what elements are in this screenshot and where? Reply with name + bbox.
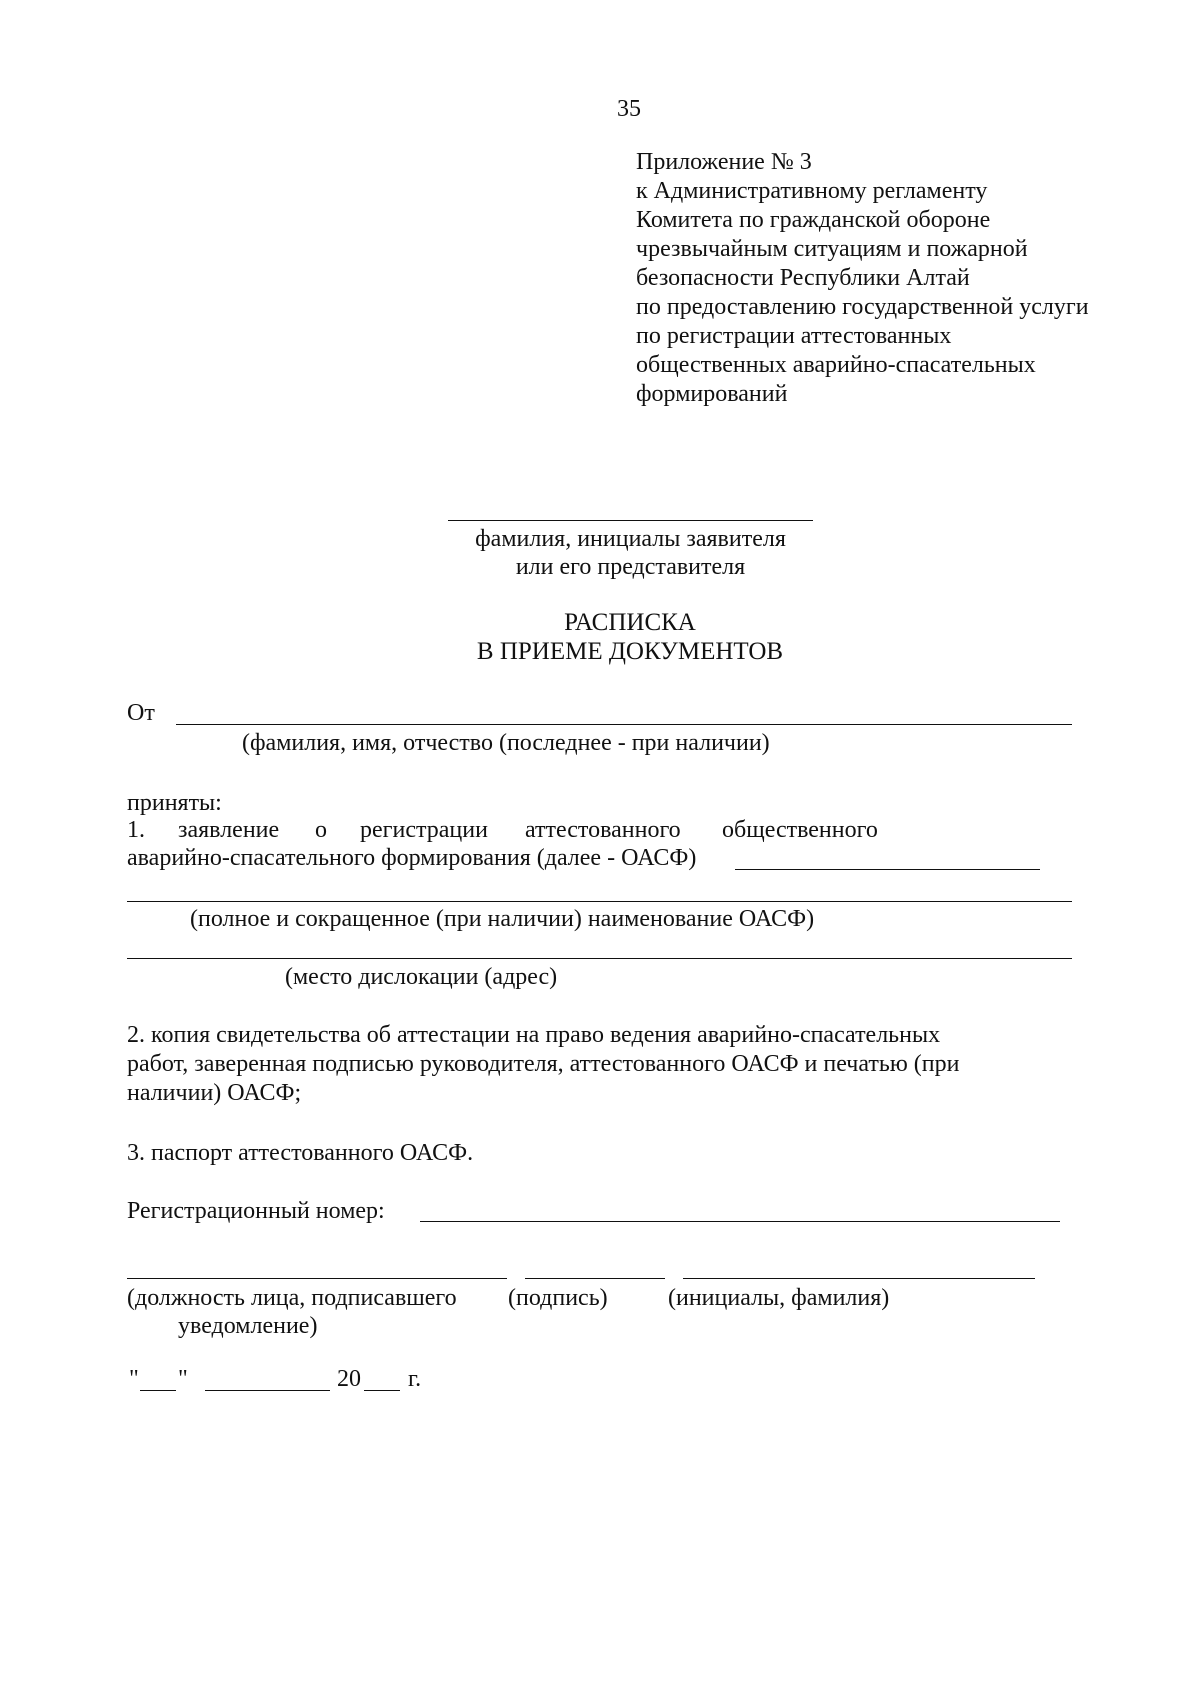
document-subtitle: В ПРИЕМЕ ДОКУМЕНТОВ	[476, 638, 784, 665]
item1-fill-line	[735, 869, 1040, 870]
registration-fill-line	[420, 1221, 1060, 1222]
position-fill-line	[127, 1278, 507, 1279]
appendix-line: чрезвычайным ситуациям и пожарной	[636, 236, 1028, 262]
appendix-line: по предоставлению государственной услуги	[636, 294, 1089, 320]
year-fill-line	[364, 1390, 400, 1391]
item1-word: аттестованного	[525, 817, 681, 843]
item2-line: наличии) ОАСФ;	[127, 1080, 302, 1106]
month-fill-line	[205, 1390, 330, 1391]
page-number: 35	[617, 96, 641, 122]
appendix-line: Приложение № 3	[636, 149, 812, 175]
item2-line: 2. копия свидетельства об аттестации на право ведения аварийно-спасательных	[127, 1022, 941, 1048]
item1-word: о	[315, 817, 327, 843]
initials-fill-line	[683, 1278, 1035, 1279]
from-fill-line	[176, 724, 1072, 725]
document-title: РАСПИСКА	[564, 609, 696, 636]
item3: 3. паспорт аттестованного ОАСФ.	[127, 1140, 474, 1166]
registration-label: Регистрационный номер:	[127, 1198, 385, 1224]
signature-fill-line	[525, 1278, 665, 1279]
appendix-line: общественных аварийно-спасательных	[636, 352, 1036, 378]
item1-number: 1.	[127, 817, 145, 843]
appendix-line: Комитета по гражданской обороне	[636, 207, 991, 233]
oasf-name-fill-line	[127, 901, 1072, 902]
date-close-quote: "	[178, 1366, 188, 1392]
date-open-quote: "	[129, 1366, 139, 1392]
accepted-label: приняты:	[127, 790, 222, 816]
appendix-line: формирований	[636, 381, 788, 407]
position-caption: уведомление)	[178, 1313, 318, 1339]
item1-line2: аварийно-спасательного формирования (далее - ОАСФ)	[127, 845, 697, 871]
item2-line: работ, заверенная подписью руководителя, аттестованного ОАСФ и печатью (при	[127, 1051, 960, 1077]
appendix-line: безопасности Республики Алтай	[636, 265, 970, 291]
from-label: От	[127, 700, 155, 726]
appendix-line: по регистрации аттестованных	[636, 323, 952, 349]
item1-word: регистрации	[360, 817, 488, 843]
oasf-name-caption: (полное и сокращенное (при наличии) наименование ОАСФ)	[190, 906, 815, 932]
applicant-caption: или его представителя	[515, 554, 746, 580]
applicant-caption: фамилия, инициалы заявителя	[475, 526, 786, 552]
item1-word: общественного	[722, 817, 878, 843]
position-caption: (должность лица, подписавшего	[127, 1285, 457, 1311]
oasf-address-caption: (место дислокации (адрес)	[285, 964, 558, 990]
signature-caption: (подпись)	[508, 1285, 608, 1311]
day-fill-line	[140, 1390, 176, 1391]
initials-caption: (инициалы, фамилия)	[668, 1285, 890, 1311]
appendix-line: к Административному регламенту	[636, 178, 988, 204]
oasf-address-fill-line	[127, 958, 1072, 959]
applicant-fill-line	[448, 520, 813, 521]
year-prefix: 20	[337, 1366, 361, 1392]
item1-word: заявление	[178, 817, 280, 843]
year-suffix: г.	[408, 1366, 422, 1392]
from-caption: (фамилия, имя, отчество (последнее - при наличии)	[242, 730, 770, 756]
